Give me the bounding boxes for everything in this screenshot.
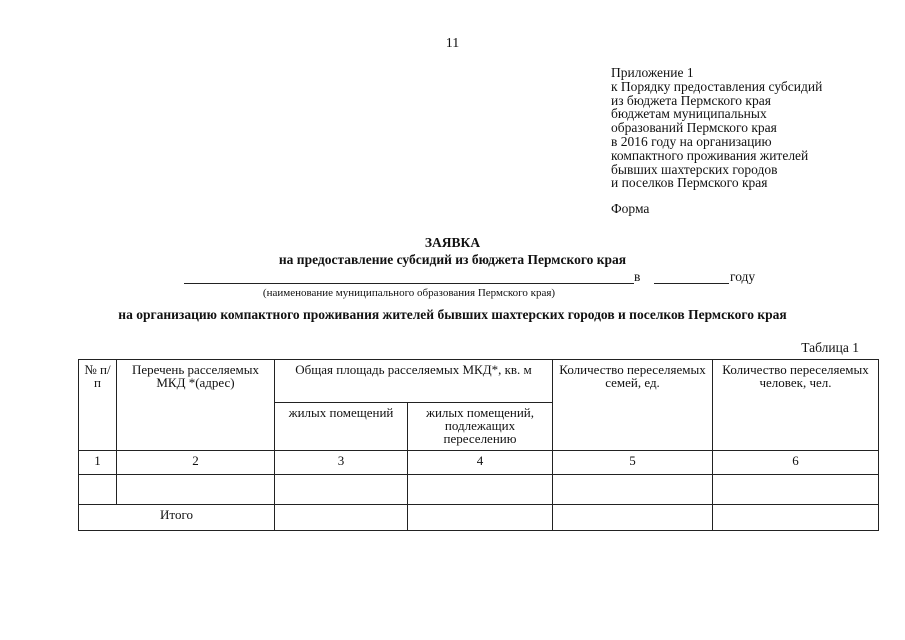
municipality-caption: (наименование муниципального образования Пермского края)	[262, 287, 556, 299]
appendix-line: из бюджета Пермского края	[611, 92, 771, 108]
total-cell[interactable]	[713, 505, 879, 531]
total-cell[interactable]	[408, 505, 553, 531]
appendix-block	[611, 66, 822, 190]
column-number: 4	[408, 451, 553, 475]
header-area-group: Общая площадь расселяемых МКД*, кв. м	[275, 360, 553, 403]
appendix-line: образований Пермского края	[611, 120, 777, 136]
in-label: в	[634, 269, 641, 284]
appendix-line: к Порядку предоставления субсидий	[611, 78, 823, 94]
empty-cell[interactable]	[553, 475, 713, 505]
empty-cell[interactable]	[713, 475, 879, 505]
document-subtitle: на предоставление субсидий из бюджета Пермского края	[278, 252, 627, 267]
column-number: 5	[553, 451, 713, 475]
appendix-line: и поселков Пермского края	[611, 175, 768, 191]
column-number: 6	[713, 451, 879, 475]
year-field[interactable]	[654, 283, 729, 284]
appendix-line: компактного проживания жителей	[611, 147, 809, 163]
application-table	[78, 359, 879, 531]
header-area-living: жилых помещений	[275, 403, 408, 451]
empty-cell[interactable]	[408, 475, 553, 505]
column-number: 3	[275, 451, 408, 475]
page-number: 11	[445, 36, 460, 51]
total-label: Итого	[79, 505, 275, 531]
column-number: 2	[117, 451, 275, 475]
empty-cell[interactable]	[275, 475, 408, 505]
form-label: Форма	[611, 201, 650, 216]
total-cell[interactable]	[275, 505, 408, 531]
column-number: 1	[79, 451, 117, 475]
document-title: ЗАЯВКА	[424, 235, 481, 250]
header-families: Количество переселяемых семей, ед.	[553, 360, 713, 451]
appendix-line: бюджетам муниципальных	[611, 106, 767, 122]
header-area-to-resettle: жилых помещений, подлежащих переселению	[408, 403, 553, 451]
total-cell[interactable]	[553, 505, 713, 531]
header-list: Перечень расселяемых МКД *(адрес)	[117, 360, 275, 451]
appendix-line: бывших шахтерских городов	[611, 161, 778, 177]
empty-cell[interactable]	[117, 475, 275, 505]
header-num: № п/п	[79, 360, 117, 451]
appendix-line: в 2016 году на организацию	[611, 133, 772, 149]
header-people: Количество переселяемых человек, чел.	[713, 360, 879, 451]
empty-cell[interactable]	[79, 475, 117, 505]
appendix-line: Приложение 1	[611, 65, 694, 80]
municipality-name-field[interactable]	[184, 283, 634, 284]
year-label: году	[730, 269, 756, 284]
purpose-heading: на организацию компактного проживания жителей бывших шахтерских городов и поселков Пермского края	[118, 307, 787, 322]
table-label: Таблица 1	[801, 340, 859, 355]
